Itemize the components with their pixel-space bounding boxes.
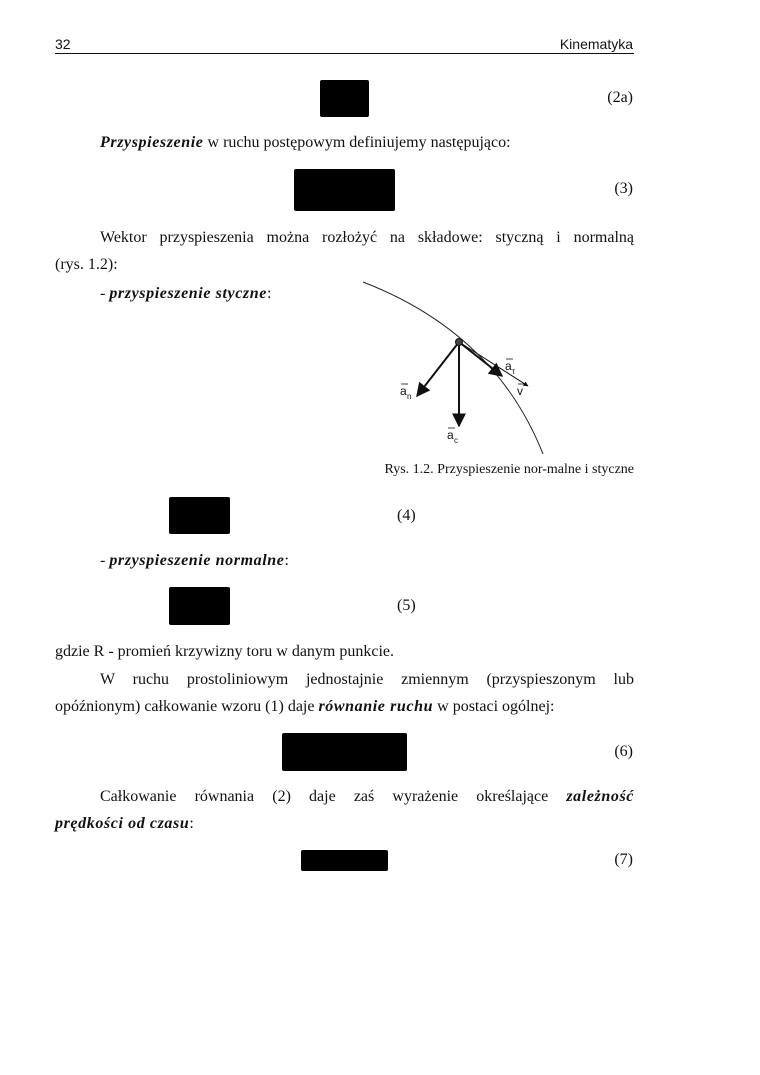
equation-number-3: (3) (614, 180, 633, 197)
term-velocity-of-time: prędkości od czasu (55, 815, 190, 832)
label-a-tangential (505, 359, 516, 376)
paragraph-rectilinear-line1: W ruchu prostoliniowym jednostajnie zmiennym (przyspieszonym lub (100, 671, 634, 688)
paragraph-velocity-time-line2: prędkości od czasu: (55, 815, 194, 832)
equation-number-4: (4) (397, 507, 416, 524)
figure-caption: Rys. 1.2. Przyspieszenie nor-malne i styczne (384, 462, 634, 477)
svg-text:a: a (447, 428, 454, 442)
equation-number-5: (5) (397, 597, 416, 614)
term-dependence: zależność (566, 788, 634, 805)
paragraph-decomposition-line2: (rys. 1.2): (55, 256, 118, 273)
vector-a-normal (417, 342, 459, 396)
svg-text:a: a (505, 359, 512, 373)
tangential-acceleration-heading: - przyspieszenie styczne: (100, 285, 272, 302)
svg-text:c: c (454, 436, 458, 445)
redacted-equation-6 (282, 733, 407, 771)
equation-number-7: (7) (614, 851, 633, 868)
term-acceleration: Przyspieszenie (100, 134, 204, 151)
redacted-equation-7 (301, 850, 388, 871)
equation-number-2a: (2a) (607, 89, 633, 106)
paragraph-text: w ruchu postępowym definiujemy następująco: (203, 134, 511, 151)
paragraph-rectilinear-line2: opóźnionym) całkowanie wzoru (1) daje równanie ruchu w postaci ogólnej: (55, 698, 555, 715)
svg-text:a: a (400, 384, 407, 398)
paragraph-radius-note: gdzie R - promień krzywizny toru w danym punkcie. (55, 643, 395, 660)
page-number: 32 (55, 36, 71, 52)
vector-a-tangential (459, 342, 502, 376)
point-on-trajectory (456, 339, 463, 346)
term-equation-of-motion: równanie ruchu (318, 698, 434, 715)
label-velocity (517, 384, 525, 398)
redacted-equation-5 (169, 587, 230, 625)
header-rule (55, 53, 634, 54)
svg-text:v: v (517, 384, 523, 398)
redacted-equation-4 (169, 497, 230, 534)
paragraph-decomposition-line1: Wektor przyspieszenia można rozłożyć na składowe: styczną i normalną (100, 229, 634, 246)
redacted-equation-3 (294, 169, 395, 211)
label-a-central (447, 428, 458, 445)
vector-velocity (459, 342, 528, 386)
chapter-title: Kinematyka (559, 36, 633, 52)
term-normal: przyspieszenie normalne (109, 552, 285, 569)
paragraph-acceleration-definition (100, 129, 511, 157)
figure-acceleration-diagram (355, 278, 555, 458)
equation-number-6: (6) (614, 743, 633, 760)
paragraph-velocity-time-line1: Całkowanie równania (2) daje zaś wyrażenie określające zależność (100, 788, 634, 805)
svg-text:n: n (407, 392, 412, 401)
normal-acceleration-heading: - przyspieszenie normalne: (100, 552, 289, 569)
term-tangential: przyspieszenie styczne (109, 285, 267, 302)
svg-text:τ: τ (512, 367, 516, 376)
label-a-normal (400, 384, 411, 401)
redacted-equation-2a (320, 80, 369, 117)
